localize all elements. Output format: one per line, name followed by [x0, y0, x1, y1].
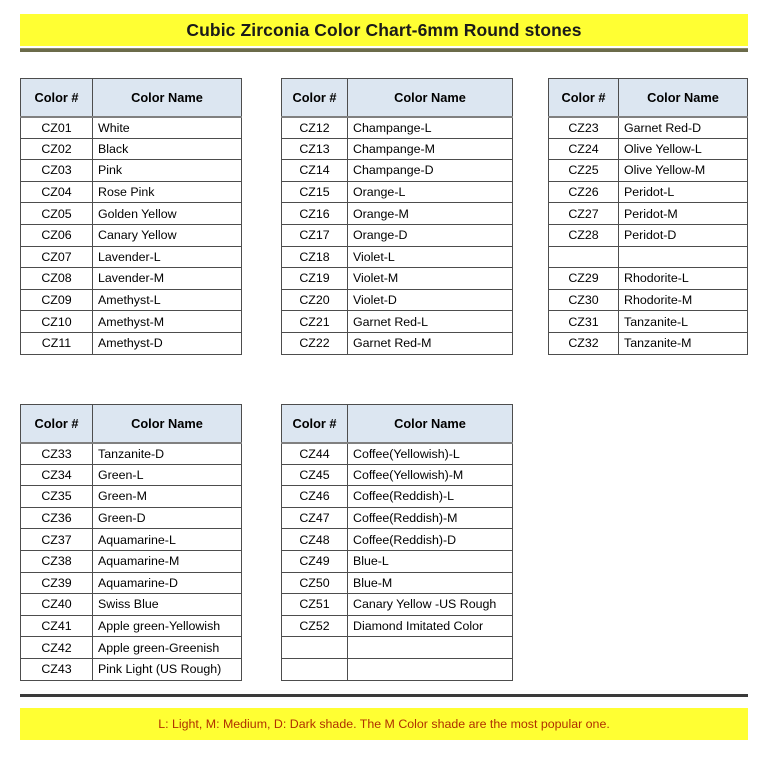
table-body — [21, 443, 242, 681]
table-row — [21, 529, 242, 551]
cell-color-code: CZ15 — [282, 181, 348, 203]
cell-color-name: Lavender-L — [93, 246, 242, 268]
table-row — [21, 181, 242, 203]
table-row — [282, 138, 513, 160]
cell-color-code: CZ07 — [21, 246, 93, 268]
table-row — [21, 160, 242, 182]
cell-color-name: Coffee(Reddish)-D — [348, 529, 513, 551]
cell-color-code: CZ13 — [282, 138, 348, 160]
cell-color-code: CZ47 — [282, 507, 348, 529]
cell-color-name: Diamond Imitated Color — [348, 615, 513, 637]
table-row — [549, 117, 748, 139]
cell-color-code — [549, 246, 619, 268]
table-row — [21, 486, 242, 508]
cell-color-name: Aquamarine-L — [93, 529, 242, 551]
color-table-4 — [20, 404, 242, 681]
cell-color-name: Lavender-M — [93, 268, 242, 290]
cell-color-code: CZ09 — [21, 289, 93, 311]
table-row — [282, 246, 513, 268]
table-row — [282, 332, 513, 354]
table-row — [21, 246, 242, 268]
cell-color-name: Violet-L — [348, 246, 513, 268]
table-row — [282, 203, 513, 225]
table-row — [282, 615, 513, 637]
column-header-code: Color # — [21, 79, 93, 117]
cell-color-name: Orange-M — [348, 203, 513, 225]
table-row — [21, 268, 242, 290]
cell-color-code: CZ12 — [282, 117, 348, 139]
cell-color-name: Coffee(Yellowish)-L — [348, 443, 513, 465]
cell-color-name: Coffee(Reddish)-M — [348, 507, 513, 529]
column-header-code: Color # — [549, 79, 619, 117]
cell-color-code: CZ48 — [282, 529, 348, 551]
cell-color-code: CZ10 — [21, 311, 93, 333]
column-header-code: Color # — [21, 405, 93, 443]
cell-color-code: CZ27 — [549, 203, 619, 225]
cell-color-code: CZ28 — [549, 224, 619, 246]
table-body — [282, 443, 513, 681]
cell-color-code: CZ52 — [282, 615, 348, 637]
cell-color-name: Coffee(Reddish)-L — [348, 486, 513, 508]
cell-color-name: Garnet Red-D — [619, 117, 748, 139]
table-body — [21, 117, 242, 355]
cell-color-code: CZ23 — [549, 117, 619, 139]
table-header-row — [21, 405, 242, 443]
table-row — [21, 658, 242, 680]
cell-color-code: CZ05 — [21, 203, 93, 225]
table-row — [549, 138, 748, 160]
table-row — [21, 332, 242, 354]
table-row — [549, 160, 748, 182]
cell-color-name: Olive Yellow-L — [619, 138, 748, 160]
cell-color-name: Apple green-Greenish — [93, 637, 242, 659]
cell-color-code: CZ19 — [282, 268, 348, 290]
cell-color-name: Champange-L — [348, 117, 513, 139]
cell-color-code: CZ24 — [549, 138, 619, 160]
cell-color-code: CZ41 — [21, 615, 93, 637]
table-row — [21, 594, 242, 616]
cell-color-code: CZ51 — [282, 594, 348, 616]
cell-color-name: Peridot-D — [619, 224, 748, 246]
cell-color-code: CZ03 — [21, 160, 93, 182]
cell-color-code: CZ21 — [282, 311, 348, 333]
cell-color-name: Pink — [93, 160, 242, 182]
cell-color-code: CZ31 — [549, 311, 619, 333]
cell-color-name: Peridot-M — [619, 203, 748, 225]
cell-color-name: Canary Yellow -US Rough — [348, 594, 513, 616]
cell-color-code: CZ45 — [282, 464, 348, 486]
cell-color-code: CZ36 — [21, 507, 93, 529]
table-row — [282, 443, 513, 465]
cell-color-name: Apple green-Yellowish — [93, 615, 242, 637]
table-row — [282, 311, 513, 333]
table-row-empty — [282, 637, 513, 659]
cell-color-name: Garnet Red-L — [348, 311, 513, 333]
cell-color-code: CZ16 — [282, 203, 348, 225]
cell-color-name: Tanzanite-M — [619, 332, 748, 354]
cell-color-name — [348, 637, 513, 659]
table-row — [282, 289, 513, 311]
legend-note: L: Light, M: Medium, D: Dark shade. The M Color shade are the most popular one. — [158, 717, 610, 731]
table-row — [282, 464, 513, 486]
table-row — [21, 572, 242, 594]
color-table-5 — [281, 404, 513, 681]
table-row-empty — [282, 658, 513, 680]
cell-color-code: CZ44 — [282, 443, 348, 465]
cell-color-name: Champange-D — [348, 160, 513, 182]
cell-color-code: CZ43 — [21, 658, 93, 680]
table-row — [21, 311, 242, 333]
cell-color-name: Aquamarine-D — [93, 572, 242, 594]
cell-color-name: Blue-M — [348, 572, 513, 594]
cell-color-code: CZ38 — [21, 550, 93, 572]
column-header-name: Color Name — [348, 405, 513, 443]
cell-color-name: Tanzanite-L — [619, 311, 748, 333]
cell-color-name: Tanzanite-D — [93, 443, 242, 465]
cell-color-name: Pink Light (US Rough) — [93, 658, 242, 680]
table-header-row — [282, 405, 513, 443]
cell-color-name: Rhodorite-L — [619, 268, 748, 290]
cell-color-code: CZ32 — [549, 332, 619, 354]
table-header-row — [549, 79, 748, 117]
cell-color-name: Coffee(Yellowish)-M — [348, 464, 513, 486]
cell-color-name — [619, 246, 748, 268]
column-header-code: Color # — [282, 79, 348, 117]
cell-color-name: Rhodorite-M — [619, 289, 748, 311]
table-row — [21, 615, 242, 637]
color-table-3 — [548, 78, 748, 355]
cell-color-code: CZ20 — [282, 289, 348, 311]
cell-color-name: Aquamarine-M — [93, 550, 242, 572]
cell-color-name — [348, 658, 513, 680]
cell-color-code: CZ35 — [21, 486, 93, 508]
table-row — [282, 507, 513, 529]
cell-color-code: CZ18 — [282, 246, 348, 268]
cell-color-code: CZ34 — [21, 464, 93, 486]
cell-color-name: Champange-M — [348, 138, 513, 160]
column-header-name: Color Name — [348, 79, 513, 117]
cell-color-code: CZ25 — [549, 160, 619, 182]
cell-color-code: CZ37 — [21, 529, 93, 551]
cell-color-name: Amethyst-D — [93, 332, 242, 354]
cell-color-name: Olive Yellow-M — [619, 160, 748, 182]
table-row — [21, 203, 242, 225]
cell-color-code: CZ14 — [282, 160, 348, 182]
table-row — [549, 268, 748, 290]
table-row — [282, 529, 513, 551]
cell-color-name: Orange-L — [348, 181, 513, 203]
table-body — [549, 117, 748, 355]
table-row — [549, 289, 748, 311]
cell-color-name: Green-L — [93, 464, 242, 486]
table-row — [282, 486, 513, 508]
table-row — [21, 443, 242, 465]
table-row — [549, 224, 748, 246]
cell-color-name: Black — [93, 138, 242, 160]
table-row-empty — [549, 246, 748, 268]
table-row — [21, 637, 242, 659]
cell-color-name: Swiss Blue — [93, 594, 242, 616]
column-header-name: Color Name — [619, 79, 748, 117]
table-row — [282, 181, 513, 203]
cell-color-code — [282, 658, 348, 680]
table-row — [282, 117, 513, 139]
cell-color-name: Amethyst-L — [93, 289, 242, 311]
cell-color-code: CZ17 — [282, 224, 348, 246]
table-header-row — [282, 79, 513, 117]
cell-color-code: CZ40 — [21, 594, 93, 616]
header-divider — [20, 48, 748, 52]
cell-color-code: CZ22 — [282, 332, 348, 354]
cell-color-code: CZ04 — [21, 181, 93, 203]
cell-color-code: CZ49 — [282, 550, 348, 572]
cell-color-code — [282, 637, 348, 659]
cell-color-name: White — [93, 117, 242, 139]
cell-color-name: Peridot-L — [619, 181, 748, 203]
cell-color-name: Golden Yellow — [93, 203, 242, 225]
table-row — [21, 224, 242, 246]
table-row — [549, 311, 748, 333]
column-header-name: Color Name — [93, 405, 242, 443]
cell-color-code: CZ26 — [549, 181, 619, 203]
cell-color-code: CZ50 — [282, 572, 348, 594]
table-row — [21, 464, 242, 486]
footer-divider — [20, 694, 748, 697]
table-row — [21, 550, 242, 572]
cell-color-code: CZ02 — [21, 138, 93, 160]
table-row — [21, 289, 242, 311]
table-row — [21, 507, 242, 529]
table-row — [282, 594, 513, 616]
cell-color-code: CZ39 — [21, 572, 93, 594]
table-row — [282, 572, 513, 594]
cell-color-code: CZ11 — [21, 332, 93, 354]
cell-color-code: CZ06 — [21, 224, 93, 246]
footer-banner — [20, 708, 748, 740]
table-row — [282, 268, 513, 290]
table-row — [21, 117, 242, 139]
table-row — [549, 203, 748, 225]
table-row — [282, 550, 513, 572]
cell-color-code: CZ46 — [282, 486, 348, 508]
table-row — [549, 332, 748, 354]
cell-color-name: Green-M — [93, 486, 242, 508]
table-row — [549, 181, 748, 203]
table-row — [282, 224, 513, 246]
table-body — [282, 117, 513, 355]
column-header-code: Color # — [282, 405, 348, 443]
cell-color-name: Canary Yellow — [93, 224, 242, 246]
cell-color-name: Violet-M — [348, 268, 513, 290]
color-table-2 — [281, 78, 513, 355]
table-row — [282, 160, 513, 182]
cell-color-name: Garnet Red-M — [348, 332, 513, 354]
cell-color-name: Green-D — [93, 507, 242, 529]
table-header-row — [21, 79, 242, 117]
cell-color-code: CZ30 — [549, 289, 619, 311]
cell-color-code: CZ42 — [21, 637, 93, 659]
cell-color-name: Rose Pink — [93, 181, 242, 203]
cell-color-code: CZ33 — [21, 443, 93, 465]
table-row — [21, 138, 242, 160]
color-table-1 — [20, 78, 242, 355]
cell-color-code: CZ29 — [549, 268, 619, 290]
title-banner — [20, 14, 748, 46]
cell-color-name: Violet-D — [348, 289, 513, 311]
column-header-name: Color Name — [93, 79, 242, 117]
cell-color-name: Blue-L — [348, 550, 513, 572]
cell-color-name: Orange-D — [348, 224, 513, 246]
page-title: Cubic Zirconia Color Chart-6mm Round stones — [186, 19, 582, 40]
cell-color-code: CZ01 — [21, 117, 93, 139]
cell-color-name: Amethyst-M — [93, 311, 242, 333]
cell-color-code: CZ08 — [21, 268, 93, 290]
